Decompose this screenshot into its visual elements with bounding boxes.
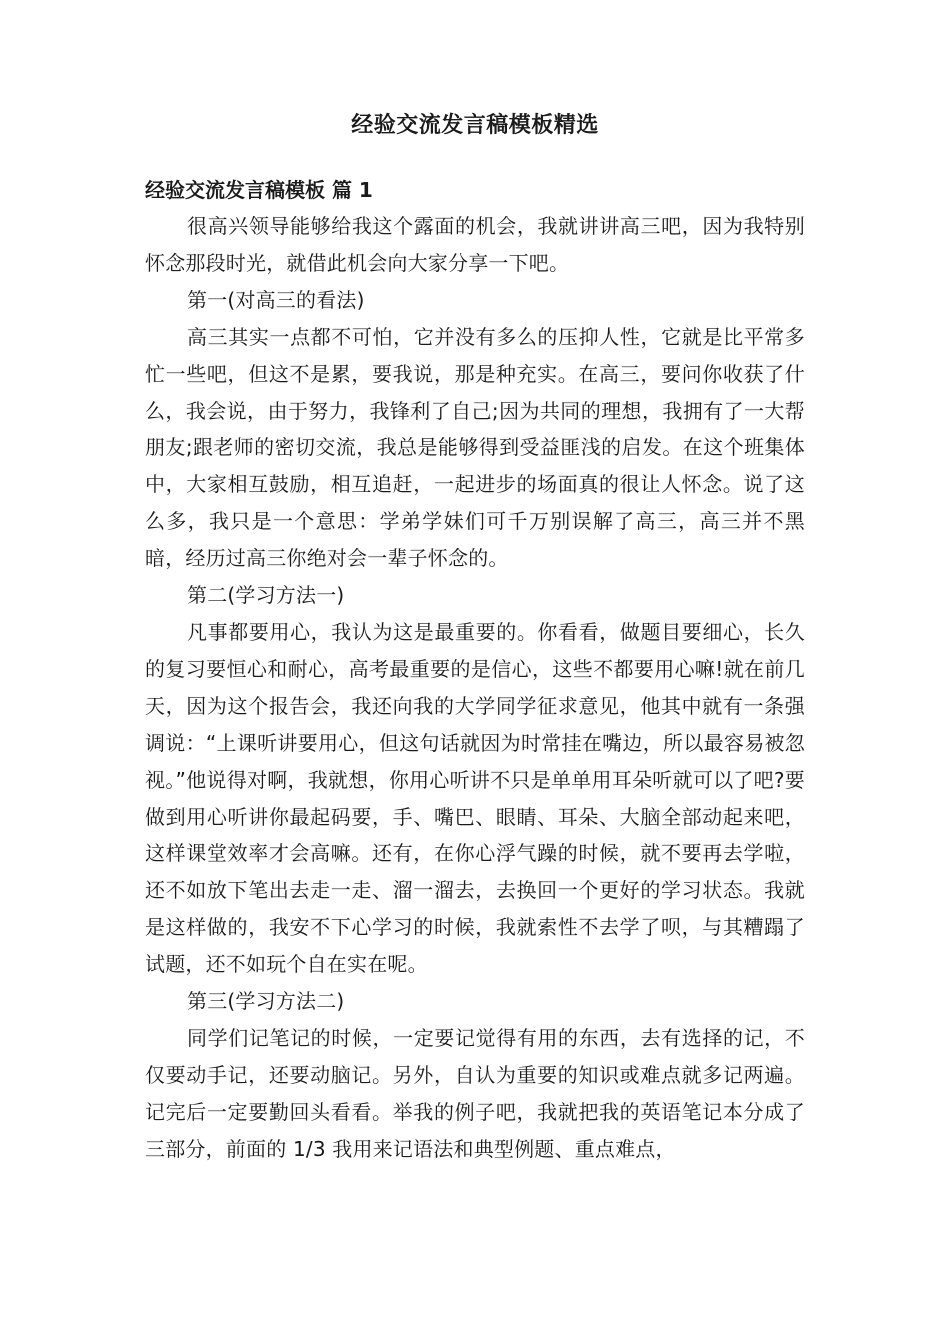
section-heading: 经验交流发言稿模板 篇 1 [145, 178, 373, 202]
document-body [145, 208, 805, 1168]
paragraph-study-method-one: 凡事都要用心，我认为这是最重要的。你看看，做题目要细心，长久的复习要恒心和耐心，高考最重要的是信心，这些不都要用心嘛!就在前几天，因为这个报告会，我还向我的大学同学征求意见，他其中就有一条强调说：“上课听讲要用心，但这句话就因为时常挂在嘴边，所以最容易被忽视。”他说得对啊，我就想，你用心听讲不只是单单用耳朵听就可以了吧?要做到用心听讲你最起码要，手、嘴巴、眼睛、耳朵、大脑全部动起来吧，这样课堂效率才会高嘛。还有，在你心浮气躁的时候，就不要再去学啦，还不如放下笔出去走一走、溜一溜去，去换回一个更好的学习状态。我就是这样做的，我安不下心学习的时候，我就索性不去学了呗，与其糟蹋了试题，还不如玩个自在实在呢。 [145, 619, 805, 977]
paragraph-intro: 很高兴领导能够给我这个露面的机会，我就讲讲高三吧，因为我特别怀念那段时光，就借此机会向大家分享一下吧。 [145, 214, 805, 275]
paragraph-view-of-senior-year: 高三其实一点都不可怕，它并没有多么的压抑人性，它就是比平常多忙一些吧，但这不是累，要我说，那是种充实。在高三，要问你收获了什么，我会说，由于努力，我锋利了自己;因为共同的理想，我拥有了一大帮朋友;跟老师的密切交流，我总是能够得到受益匪浅的启发。在这个班集体中，大家相互鼓励，相互追赶，一起进步的场面真的很让人怀念。说了这么多，我只是一个意思：学弟学妹们可千万别误解了高三，高三并不黑暗，经历过高三你绝对会一辈子怀念的。 [145, 324, 805, 571]
subheading-second: 第二(学习方法一) [187, 583, 345, 608]
subheading-third: 第三(学习方法二) [187, 989, 345, 1014]
paragraph-study-method-two: 同学们记笔记的时候，一定要记觉得有用的东西，去有选择的记，不仅要动手记，还要动脑记。另外，自认为重要的知识或难点就多记两遍。记完后一定要勤回头看看。举我的例子吧，我就把我的英语笔记本分成了三部分，前面的 1/3 我用来记语法和典型例题、重点难点， [145, 1025, 805, 1161]
document-title: 经验交流发言稿模板精选 [351, 113, 599, 138]
subheading-first: 第一(对高三的看法) [187, 287, 365, 312]
